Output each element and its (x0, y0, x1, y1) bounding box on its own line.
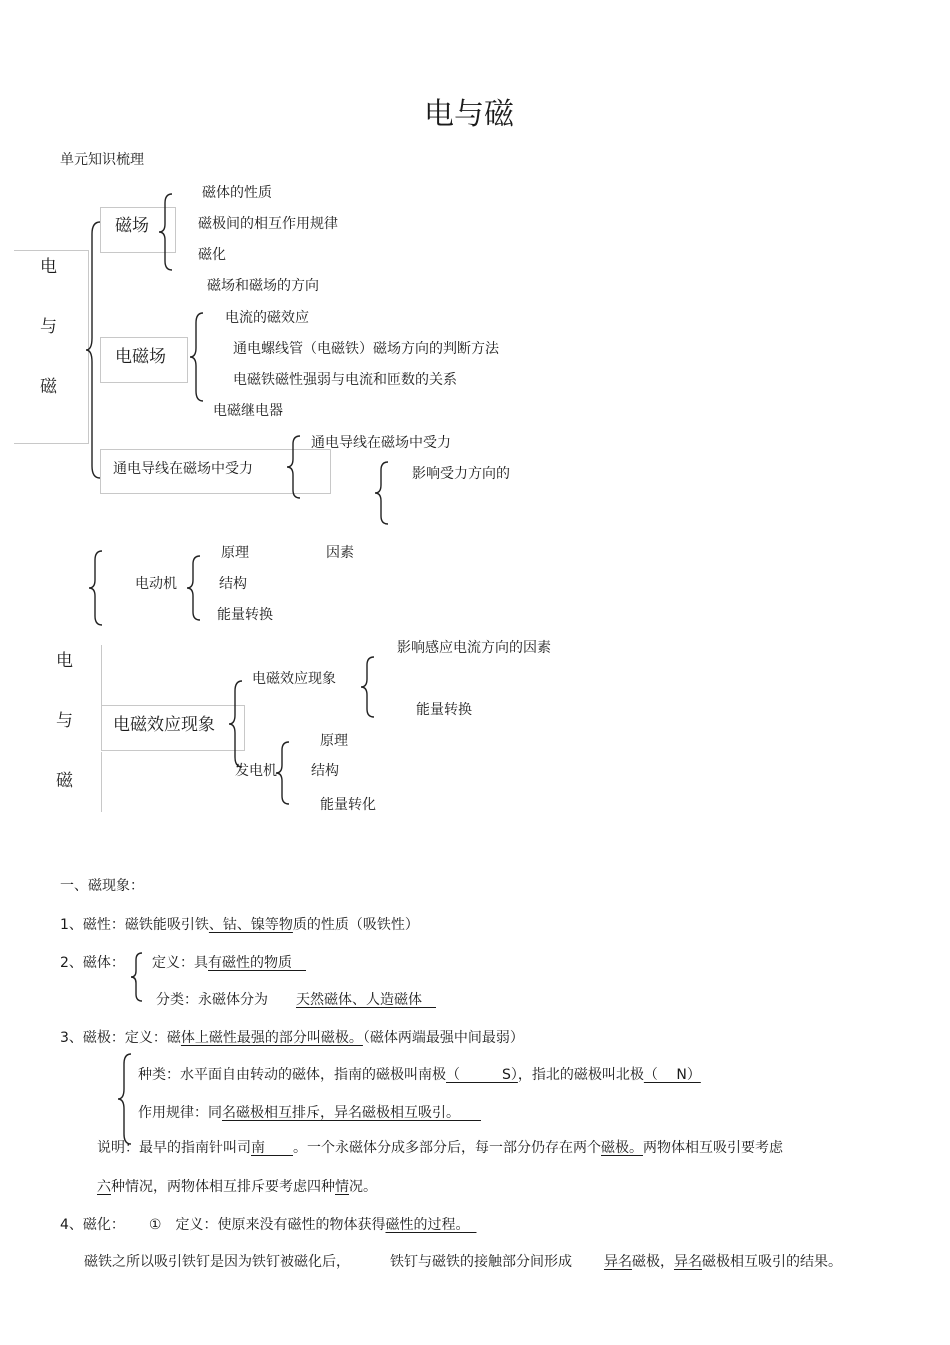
magnetic-field-label: 磁场 (115, 216, 149, 236)
divider (101, 752, 102, 812)
force-item: 影响受力方向的 (412, 466, 510, 482)
root-char: 磁 (56, 771, 73, 791)
induction-main-label: 电磁效应现象 (113, 715, 215, 735)
note-line: 六种情况，两物体相互排斥要考虑四种情况。 (97, 1179, 377, 1195)
note-line: 3、磁极：定义：磁体上磁性最强的部分叫磁极。（磁体两端最强中间最弱） (60, 1030, 524, 1046)
magnetic-field-item: 磁化 (198, 247, 226, 263)
note-line: 作用规律：同名磁极相互排斥，异名磁极相互吸引。 (138, 1105, 453, 1121)
brace-icon (186, 556, 202, 620)
generator-item: 能量转化 (320, 797, 376, 813)
induction-label: 电磁效应现象 (252, 671, 336, 687)
induction-item: 能量转换 (416, 702, 472, 718)
electromagnetic-field-item: 电磁继电器 (213, 403, 283, 419)
brace-icon (360, 657, 376, 717)
page-title: 电与磁 (424, 97, 514, 132)
section-heading: 一、磁现象： (60, 878, 144, 894)
brace-icon (130, 953, 144, 1001)
root-char: 磁 (40, 377, 57, 397)
brace-icon (228, 681, 244, 767)
motor-item: 结构 (219, 576, 247, 592)
motor-item: 原理 (221, 545, 249, 561)
magnetic-field-item: 磁极间的相互作用规律 (198, 216, 338, 232)
section-subtitle: 单元知识梳理 (60, 152, 144, 168)
brace-icon (374, 462, 390, 524)
brace-icon (189, 313, 205, 401)
generator-label: 发电机 (235, 763, 277, 779)
divider (101, 645, 102, 705)
electromagnetic-field-item: 电磁铁磁性强弱与电流和匝数的关系 (233, 372, 457, 388)
note-line: 说明：最早的指南针叫司南 。一个永磁体分成多部分后，每一部分仍存在两个磁极。两物体相互吸引要考虑 (97, 1140, 783, 1156)
brace-icon (275, 742, 291, 804)
note-line: 磁铁之所以吸引铁钉是因为铁钉被磁化后， 铁钉与磁铁的接触部分间形成 异名磁极，异名磁极相互吸引的结果。 (84, 1254, 842, 1270)
root-char: 与 (56, 711, 73, 731)
electromagnetic-field-label: 电磁场 (115, 347, 166, 367)
magnetic-field-item: 磁场和磁场的方向 (207, 278, 319, 294)
root-char: 与 (40, 317, 57, 337)
induction-item: 影响感应电流方向的因素 (397, 640, 551, 656)
note-line: 2、磁体： (60, 955, 125, 971)
note-line: 定义：具有磁性的物质 (152, 955, 292, 971)
note-line: 分类：永磁体分为 天然磁体、人造磁体 (156, 992, 422, 1008)
electromagnetic-field-item: 电流的磁效应 (225, 310, 309, 326)
generator-item: 结构 (311, 763, 339, 779)
root-box (14, 250, 89, 444)
motor-label: 电动机 (135, 576, 177, 592)
force-label: 通电导线在磁场中受力 (113, 461, 253, 477)
root-char: 电 (40, 257, 57, 277)
note-line: 1、磁性：磁铁能吸引铁、钴、镍等物质的性质（吸铁性） (60, 917, 419, 933)
brace-icon (88, 551, 104, 625)
brace-icon (117, 1054, 133, 1144)
note-line: 种类：水平面自由转动的磁体，指南的磁极叫南极（ S），指北的磁极叫北极（ N） (138, 1067, 701, 1083)
magnetic-field-item: 磁体的性质 (202, 185, 272, 201)
brace-icon (158, 194, 174, 270)
motor-item: 因素 (326, 545, 354, 561)
generator-item: 原理 (320, 733, 348, 749)
motor-item: 能量转换 (217, 607, 273, 623)
brace-icon (286, 436, 302, 498)
root-char: 电 (56, 651, 73, 671)
note-line: 4、磁化： ① 定义：使原来没有磁性的物体获得磁性的过程。 (60, 1217, 463, 1233)
force-item: 通电导线在磁场中受力 (311, 435, 451, 451)
electromagnetic-field-item: 通电螺线管（电磁铁）磁场方向的判断方法 (233, 341, 499, 357)
